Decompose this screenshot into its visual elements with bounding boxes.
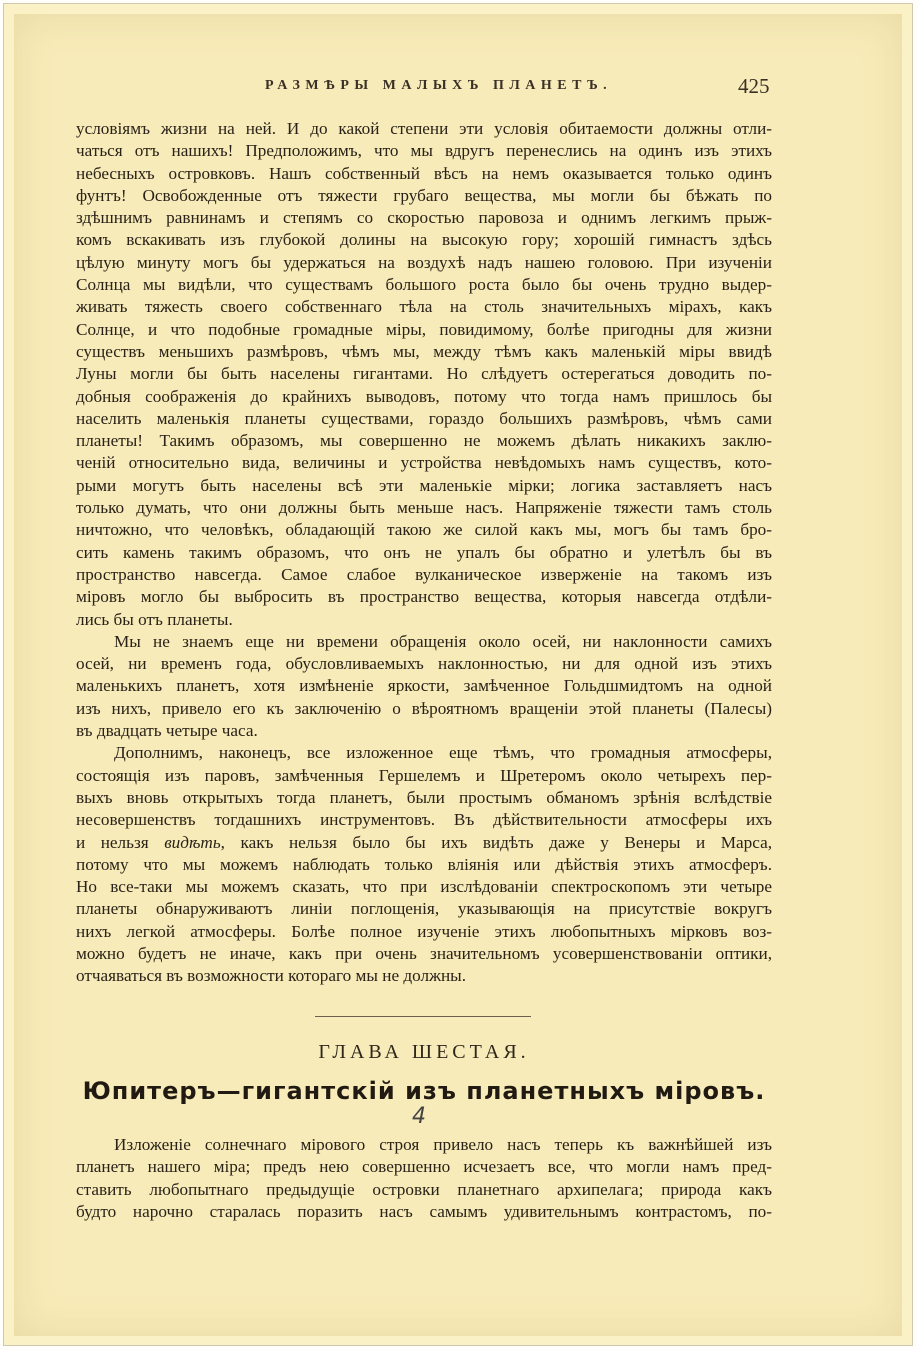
text-line: ченій относительно вида, величины и устройства невѣдомыхъ намъ существъ, кото- xyxy=(76,453,772,473)
main-text xyxy=(76,118,772,988)
text-line: условіямъ жизни на ней. И до какой степени эти условія обитаемости должны отли- xyxy=(76,119,772,138)
text-line: планеты обнаруживаютъ линіи поглощенія, указывающія на присутствіе вокругъ xyxy=(76,899,772,919)
text-line: только думать, что они должны быть меньше насъ. Напряженіе тяжести тамъ столь xyxy=(76,498,772,518)
running-head-title: РАЗМѢРЫ МАЛЫХЪ ПЛАНЕТЪ. xyxy=(265,78,613,93)
text-line: выхъ вновь открытыхъ тогда планетъ, были простымъ обманомъ зрѣнія вслѣдствіе xyxy=(76,787,772,807)
section-divider xyxy=(315,1016,531,1017)
page-number: 425 xyxy=(738,74,770,98)
emphasis: видѣть xyxy=(164,832,221,852)
text-line: лись бы отъ планеты. xyxy=(76,609,233,629)
text-line: планеты! Такимъ образомъ, мы совершенно не можемъ дѣлать никакихъ заклю- xyxy=(76,431,772,451)
text-line: отчаяваться въ возможности котораго мы не должны. xyxy=(76,966,466,986)
text-line: цѣлую минуту могъ бы удержаться на воздухѣ надъ нашею головою. При изученіи xyxy=(76,252,772,272)
chapter-title: Юпитеръ—гигантскій изъ планетныхъ міровъ. xyxy=(82,1077,766,1105)
text-line: небесныхъ островковъ. Нашъ собственный вѣсъ на немъ оказывается только одинъ xyxy=(76,163,772,183)
text-line: комъ вскакивать изъ глубокой долины на высокую гору; хорошій гимнастъ здѣсь xyxy=(76,230,772,250)
chapter-text xyxy=(76,1134,772,1223)
text-line: существъ меньшихъ размѣровъ, чѣмъ мы, между тѣмъ какъ маленькій міры ввидѣ xyxy=(76,341,772,361)
text-line: рыми могутъ быть населены всѣ эти маленькіе мірки; логика заставляетъ насъ xyxy=(76,475,772,495)
handwritten-mark: 4 xyxy=(412,1104,426,1129)
text-line: осей, ни временъ года, обусловливаемыхъ наклонностью, ни для одной изъ этихъ xyxy=(76,654,772,674)
text-line: потому что мы можемъ наблюдать только вліянія или дѣйствія этихъ атмосферъ. xyxy=(76,854,772,874)
text-line: состоящія изъ паровъ, замѣченныя Гершелемъ и Шретеромъ около четырехъ пер- xyxy=(76,765,772,785)
text-line: добныя соображенія до крайнихъ выводовъ, потому что тогда намъ пришлось бы xyxy=(76,386,772,406)
text-line: будто нарочно старалась поразить насъ самымъ удивительнымъ контрастомъ, по- xyxy=(76,1201,772,1221)
text-line: чаться отъ нашихъ! Предположимъ, что мы вдругъ перенеслись на одинъ изъ этихъ xyxy=(76,141,772,161)
text-line: Изложеніе солнечнаго мірового строя привело насъ теперь къ важнѣйшей изъ xyxy=(114,1135,772,1154)
text-line: населить маленькія планеты существами, гораздо большихъ размѣровъ, чѣмъ сами xyxy=(76,408,772,428)
text-line: можно будетъ не иначе, какъ при очень значительномъ усовершенствованіи оптики, xyxy=(76,943,772,963)
text-line: ничтожно, что человѣкъ, обладающій такою же силой какъ мы, могъ бы тамъ бро- xyxy=(76,520,772,540)
text-line: сить камень такимъ образомъ, что онъ не упалъ бы обратно и улетѣлъ бы въ xyxy=(76,542,772,562)
text-line: фунтъ! Освобожденные отъ тяжести грубаго вещества, мы могли бы бѣжать по xyxy=(76,185,772,205)
text-line: Солнца мы видѣли, что существамъ большого роста было бы очень трудно выдер- xyxy=(76,275,772,295)
text-line: и нельзя видѣть, какъ нельзя было бы ихъ видѣть даже у Венеры и Марса, xyxy=(76,832,772,852)
text-line: ставить любопытнаго предыдущіе островки планетнаго архипелага; природа какъ xyxy=(76,1179,772,1199)
text-line: Но все-таки мы можемъ сказать, что при изслѣдованіи спектроскопомъ эти четыре xyxy=(76,877,772,897)
text-line: Дополнимъ, наконецъ, все изложенное еще тѣмъ, что громадныя атмосферы, xyxy=(114,743,772,763)
text-line: здѣшнимъ равнинамъ и степямъ со скоростью паровоза и однимъ легкимъ прыж- xyxy=(76,208,772,228)
text-line: нихъ легкой атмосферы. Болѣе полное изученіе этихъ любопытныхъ мірковъ воз- xyxy=(76,921,772,941)
text-line: планетъ нашего міра; предъ нею совершенно исчезаетъ все, что могли намъ пред- xyxy=(76,1157,772,1177)
text-line: пространство навсегда. Самое слабое вулканическое изверженіе на такомъ изъ xyxy=(76,564,772,584)
text-line: живать тяжесть своего собственнаго тѣла на столь значительныхъ мірахъ, какъ xyxy=(76,297,772,317)
text-line: въ двадцать четыре часа. xyxy=(76,721,258,741)
text-line: Солнце, и что подобные громадные міры, повидимому, болѣе пригодны для жизни xyxy=(76,319,772,339)
text-line: Луны могли бы быть населены гигантами. Но слѣдуетъ остерегаться доводить по- xyxy=(76,364,772,384)
chapter-label: ГЛАВА ШЕСТАЯ. xyxy=(318,1041,530,1063)
text-line: маленькихъ планетъ, хотя измѣненіе яркости, замѣченное Гольдшмидтомъ на одной xyxy=(76,676,772,696)
text-line: міровъ могло бы выбросить въ пространство вещества, которыя навсегда отдѣли- xyxy=(76,587,772,607)
text-line: Мы не знаемъ еще ни времени обращенія около осей, ни наклонности самихъ xyxy=(114,631,772,651)
text-line: несовершенствъ тогдашнихъ инструментовъ. Въ дѣйствительности атмосферы ихъ xyxy=(76,810,772,830)
text-line: изъ нихъ, привело его къ заключенію о вѣроятномъ вращеніи этой планеты (Палесы) xyxy=(76,698,772,718)
